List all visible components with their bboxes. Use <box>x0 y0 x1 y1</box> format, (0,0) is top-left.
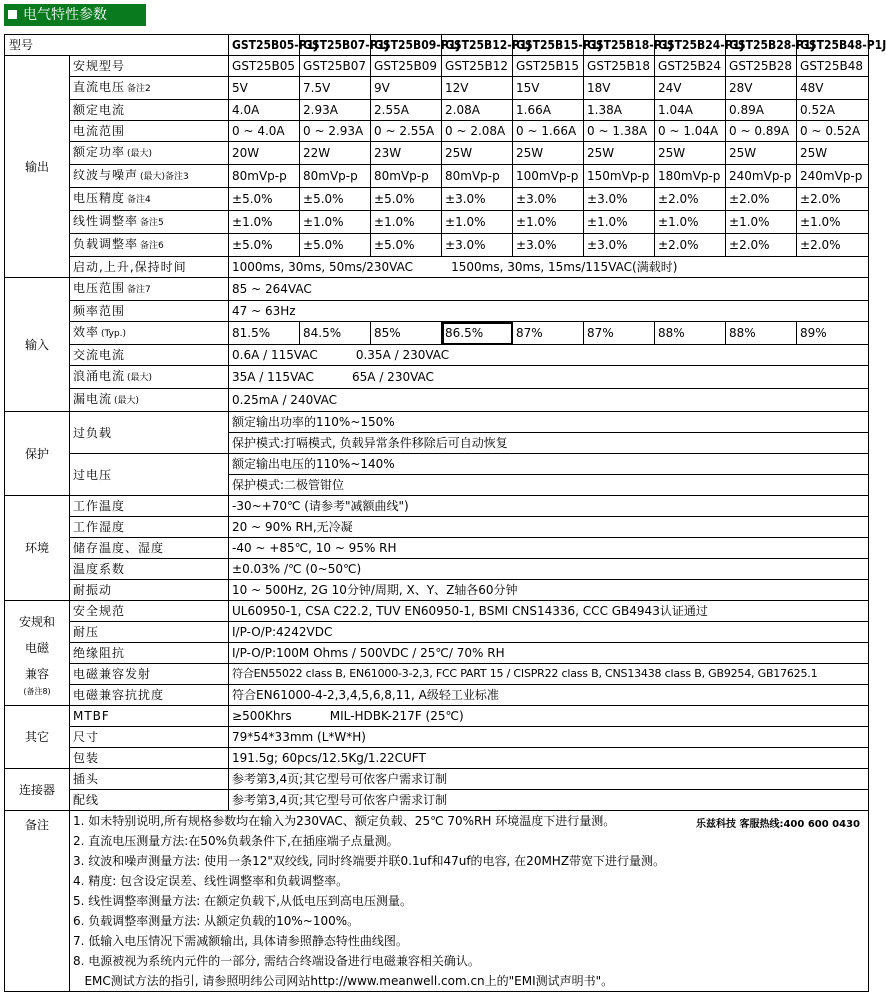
row-label: 额定电流 <box>73 103 126 117</box>
note-line: EMC测试方法的指引, 请参照明纬公司网站http://www.meanwell.com.cn上的"EMI测试声明书"。 <box>73 974 614 988</box>
safety-label <box>70 622 229 643</box>
row-label: 纹波与噪声 <box>73 168 139 182</box>
table-row <box>5 322 869 345</box>
efficiency-value: 85% <box>371 322 442 345</box>
environment-value: -40 ~ +85℃, 10 ~ 95% RH <box>229 538 869 559</box>
row-label: 安规型号 <box>73 59 126 73</box>
output-value: 5V <box>229 77 300 100</box>
environment-label <box>70 538 229 559</box>
row-label: 耐振动 <box>73 583 113 597</box>
safety-value: 符合EN55022 class B, EN61000-3-2,3, FCC PART 15 / CISPR22 class B, CNS13438 class B, GB9254, GB17625.1 <box>229 664 869 685</box>
table-row <box>5 389 869 412</box>
output-value: 2.08A <box>442 100 513 121</box>
table-row <box>5 211 869 234</box>
output-value: 0.52A <box>797 100 869 121</box>
row-label: 绝缘阻抗 <box>73 646 126 660</box>
row-label: 储存温度、湿度 <box>73 541 165 555</box>
input-value: 0.25mA / 240VAC <box>229 389 869 412</box>
environment-value: 10 ~ 500Hz, 2G 10分钟/周期, X、Y、Z轴各60分钟 <box>229 580 869 601</box>
row-label: 额定功率 <box>73 145 126 159</box>
row-label: 温度系数 <box>73 562 126 576</box>
row-label: 电磁兼容抗扰度 <box>73 688 165 702</box>
table-row <box>5 601 869 622</box>
output-label <box>70 234 229 257</box>
output-value: ±1.0% <box>584 211 655 234</box>
output-label <box>70 56 229 77</box>
output-value: 25W <box>726 142 797 165</box>
output-value: ±5.0% <box>300 234 371 257</box>
row-label: 工作湿度 <box>73 520 126 534</box>
model-name: GST25B05-P1J <box>229 35 300 56</box>
table-row <box>5 727 869 748</box>
output-value: 80mVp-p <box>371 165 442 188</box>
table-row <box>5 748 869 769</box>
safety-label <box>70 664 229 685</box>
output-value: ±1.0% <box>726 211 797 234</box>
output-label <box>70 77 229 100</box>
efficiency-value: 88% <box>655 322 726 345</box>
output-value: 25W <box>655 142 726 165</box>
model-name: GST25B07-P1J <box>300 35 371 56</box>
note-line: 3. 纹波和噪声测量方法: 使用一条12"双绞线, 同时终端要并联0.1uf和47uf的电容, 在20MHZ带宽下进行量测。 <box>73 854 666 868</box>
safety-label <box>70 601 229 622</box>
row-label: 耐压 <box>73 625 100 639</box>
output-value: 23W <box>371 142 442 165</box>
output-value: ±2.0% <box>726 234 797 257</box>
output-value: GST25B18 <box>584 56 655 77</box>
output-value: ±1.0% <box>371 211 442 234</box>
row-note: 备注6 <box>140 241 164 251</box>
output-value: 0 ~ 2.08A <box>442 121 513 142</box>
table-row <box>5 257 869 278</box>
table-row <box>5 643 869 664</box>
output-value: 80mVp-p <box>442 165 513 188</box>
model-name: GST25B48-P1J <box>797 35 869 56</box>
group-input: 输入 <box>5 278 70 412</box>
other-label <box>70 706 229 727</box>
output-value: ±5.0% <box>371 188 442 211</box>
output-value: 0.89A <box>726 100 797 121</box>
output-value: 25W <box>584 142 655 165</box>
other-value: ≥500Khrs MIL-HDBK-217F (25℃) <box>229 706 869 727</box>
output-value: ±3.0% <box>442 234 513 257</box>
group-line: 兼容 <box>24 667 49 681</box>
output-value: ±3.0% <box>584 188 655 211</box>
row-label: MTBF <box>73 709 110 723</box>
output-value: ±1.0% <box>513 211 584 234</box>
output-value: GST25B28 <box>726 56 797 77</box>
input-label <box>70 322 229 345</box>
protection-label <box>70 454 229 496</box>
output-value: ±2.0% <box>797 234 869 257</box>
connector-label <box>70 769 229 790</box>
environment-label <box>70 517 229 538</box>
model-name: GST25B15-P1J <box>513 35 584 56</box>
table-row <box>5 188 869 211</box>
table-row <box>5 345 869 366</box>
note-line: 8. 电源被视为系统内元件的一部分, 需结合终端设备进行电磁兼容相关确认。 <box>73 954 480 968</box>
table-row <box>5 301 869 322</box>
row-label: 包装 <box>73 751 100 765</box>
table-row <box>5 165 869 188</box>
output-value: GST25B09 <box>371 56 442 77</box>
output-value: 2.55A <box>371 100 442 121</box>
output-value: 1.04A <box>655 100 726 121</box>
output-value: 22W <box>300 142 371 165</box>
safety-value: 符合EN61000-4-2,3,4,5,6,8,11, A级轻工业标准 <box>229 685 869 706</box>
output-value: 150mVp-p <box>584 165 655 188</box>
output-value: 0 ~ 0.52A <box>797 121 869 142</box>
input-value: 85 ~ 264VAC <box>229 278 869 301</box>
output-value: ±2.0% <box>655 234 726 257</box>
environment-label <box>70 559 229 580</box>
table-row <box>5 664 869 685</box>
output-value: GST25B15 <box>513 56 584 77</box>
output-value: 0 ~ 0.89A <box>726 121 797 142</box>
table-row <box>5 496 869 517</box>
output-label <box>70 165 229 188</box>
output-value: 0 ~ 1.04A <box>655 121 726 142</box>
table-row <box>5 366 869 389</box>
output-value: ±1.0% <box>655 211 726 234</box>
table-row <box>5 622 869 643</box>
output-value: ±5.0% <box>229 234 300 257</box>
hotline: 乐兹科技 客服热线:400 600 0430 <box>695 819 861 830</box>
output-value: ±5.0% <box>300 188 371 211</box>
output-value: GST25B48 <box>797 56 869 77</box>
table-row <box>5 278 869 301</box>
output-value: ±3.0% <box>584 234 655 257</box>
row-label: 过负载 <box>73 425 113 440</box>
output-value: GST25B07 <box>300 56 371 77</box>
notes-block <box>70 811 869 992</box>
note-line: 7. 低输入电压情况下需减额输出, 具体请参照静态特性曲线图。 <box>73 934 408 948</box>
group-other: 其它 <box>5 706 70 769</box>
row-label: 漏电流 <box>73 392 113 406</box>
output-value: 25W <box>442 142 513 165</box>
table-row <box>5 234 869 257</box>
row-label: 电磁兼容发射 <box>73 667 152 681</box>
model-name: GST25B12-P1J <box>442 35 513 56</box>
connector-value: 参考第3,4页;其它型号可依客户需求订制 <box>229 790 869 811</box>
environment-value: 20 ~ 90% RH,无冷凝 <box>229 517 869 538</box>
output-value: 240mVp-p <box>797 165 869 188</box>
row-note: (最大) <box>127 373 153 383</box>
group-notes: 备注 <box>5 811 70 992</box>
protection-value: 保护模式:二极管钳位 <box>229 475 869 496</box>
note-line: 2. 直流电压测量方法:在50%负载条件下,在插座端子点量测。 <box>73 834 399 848</box>
row-note: 备注4 <box>127 195 151 205</box>
output-value: 48V <box>797 77 869 100</box>
group-environment: 环境 <box>5 496 70 601</box>
table-row <box>5 100 869 121</box>
row-label: 线性调整率 <box>73 214 139 228</box>
square-icon <box>8 10 17 19</box>
other-value: 79*54*33mm (L*W*H) <box>229 727 869 748</box>
startup-label <box>70 257 229 278</box>
row-note: (Typ.) <box>101 329 127 339</box>
table-row <box>5 580 869 601</box>
other-value: 191.5g; 60pcs/12.5Kg/1.22CUFT <box>229 748 869 769</box>
environment-label <box>70 580 229 601</box>
table-row <box>5 790 869 811</box>
input-label <box>70 278 229 301</box>
row-label: 启动,上升,保持时间 <box>73 260 187 274</box>
output-value: ±1.0% <box>442 211 513 234</box>
output-value: ±1.0% <box>229 211 300 234</box>
output-value: ±1.0% <box>300 211 371 234</box>
group-protection: 保护 <box>5 412 70 496</box>
note-line: 6. 负载调整率测量方法: 从额定负载的10%~100%。 <box>73 914 360 928</box>
group-output: 输出 <box>5 56 70 278</box>
safety-value: UL60950-1, CSA C22.2, TUV EN60950-1, BSMI CNS14336, CCC GB4943认证通过 <box>229 601 869 622</box>
output-value: 0 ~ 1.66A <box>513 121 584 142</box>
row-note: (最大)备注3 <box>140 172 189 182</box>
output-value: 15V <box>513 77 584 100</box>
output-label <box>70 121 229 142</box>
row-note: (最大) <box>127 149 153 159</box>
connector-label <box>70 790 229 811</box>
other-label <box>70 748 229 769</box>
row-label: 安全规范 <box>73 604 126 618</box>
table-row <box>5 121 869 142</box>
row-note: 备注5 <box>140 218 164 228</box>
protection-value: 额定输出电压的110%~140% <box>229 454 869 475</box>
spec-table <box>4 34 886 992</box>
row-label: 负载调整率 <box>73 237 139 251</box>
output-value: ±1.0% <box>797 211 869 234</box>
startup-value: 1000ms, 30ms, 50ms/230VAC 1500ms, 30ms, 15ms/115VAC(满载时) <box>229 257 869 278</box>
safety-value: I/P-O/P:4242VDC <box>229 622 869 643</box>
output-value: ±3.0% <box>513 188 584 211</box>
row-label: 电流范围 <box>73 124 126 138</box>
row-label: 直流电压 <box>73 80 126 94</box>
group-line: 安规和 <box>18 615 55 629</box>
output-value: 100mVp-p <box>513 165 584 188</box>
output-value: 80mVp-p <box>229 165 300 188</box>
output-value: 25W <box>513 142 584 165</box>
table-row <box>5 811 869 992</box>
row-label: 电压范围 <box>73 281 126 295</box>
table-row <box>5 517 869 538</box>
group-note: (备注8) <box>23 687 51 696</box>
input-label <box>70 366 229 389</box>
output-value: GST25B05 <box>229 56 300 77</box>
safety-value: I/P-O/P:100M Ohms / 500VDC / 25℃/ 70% RH <box>229 643 869 664</box>
output-value: 25W <box>797 142 869 165</box>
output-value: 240mVp-p <box>726 165 797 188</box>
output-value: 7.5V <box>300 77 371 100</box>
other-label <box>70 727 229 748</box>
output-value: ±2.0% <box>726 188 797 211</box>
output-value: 12V <box>442 77 513 100</box>
table-row <box>5 35 869 56</box>
protection-label <box>70 412 229 454</box>
output-value: 0 ~ 1.38A <box>584 121 655 142</box>
note-line: 5. 线性调整率测量方法: 在额定负载下,从低电压到高电压测量。 <box>73 894 412 908</box>
row-label: 插头 <box>73 772 100 786</box>
protection-value: 额定输出功率的110%~150% <box>229 412 869 433</box>
group-line: 电磁 <box>24 641 49 655</box>
output-value: ±5.0% <box>371 234 442 257</box>
table-row <box>5 706 869 727</box>
output-value: 18V <box>584 77 655 100</box>
output-value: 1.38A <box>584 100 655 121</box>
efficiency-value: 81.5% <box>229 322 300 345</box>
group-safety <box>5 601 70 706</box>
efficiency-value: 86.5% <box>442 322 513 345</box>
row-label: 交流电流 <box>73 348 126 362</box>
table-row <box>5 559 869 580</box>
row-label: 浪涌电流 <box>73 369 126 383</box>
protection-value: 保护模式:打嗝模式, 负载异常条件移除后可自动恢复 <box>229 433 869 454</box>
connector-value: 参考第3,4页;其它型号可依客户需求订制 <box>229 769 869 790</box>
input-label <box>70 389 229 412</box>
model-name: GST25B28-P1J <box>726 35 797 56</box>
output-value: ±3.0% <box>513 234 584 257</box>
note-line: 4. 精度: 包含设定误差、线性调整率和负载调整率。 <box>73 874 349 888</box>
row-label: 电压精度 <box>73 191 126 205</box>
output-value: ±2.0% <box>797 188 869 211</box>
table-row <box>5 454 869 475</box>
table-row <box>5 142 869 165</box>
safety-label <box>70 643 229 664</box>
output-value: 4.0A <box>229 100 300 121</box>
row-label: 过电压 <box>73 467 113 482</box>
group-connector: 连接器 <box>5 769 70 811</box>
output-label <box>70 188 229 211</box>
output-value: 1.66A <box>513 100 584 121</box>
efficiency-value: 87% <box>513 322 584 345</box>
section-title: 电气特性参数 <box>23 7 107 23</box>
output-value: 0 ~ 2.93A <box>300 121 371 142</box>
output-value: ±2.0% <box>655 188 726 211</box>
table-row <box>5 56 869 77</box>
table-row <box>5 77 869 100</box>
output-value: 24V <box>655 77 726 100</box>
model-header: 型号 <box>5 35 229 56</box>
output-value: 0 ~ 2.55A <box>371 121 442 142</box>
input-label <box>70 301 229 322</box>
table-row <box>5 769 869 790</box>
output-label <box>70 100 229 121</box>
row-label: 效率 <box>73 325 100 339</box>
input-value: 0.6A / 115VAC 0.35A / 230VAC <box>229 345 869 366</box>
note-line: 1. 如未特别说明,所有规格参数均在输入为230VAC、额定负载、25℃ 70%RH 环境温度下进行量测。 <box>73 814 616 828</box>
output-label <box>70 142 229 165</box>
efficiency-value: 87% <box>584 322 655 345</box>
input-value: 35A / 115VAC 65A / 230VAC <box>229 366 869 389</box>
efficiency-value: 84.5% <box>300 322 371 345</box>
table-row <box>5 538 869 559</box>
output-value: ±5.0% <box>229 188 300 211</box>
output-value: 28V <box>726 77 797 100</box>
environment-label <box>70 496 229 517</box>
row-label: 频率范围 <box>73 304 126 318</box>
environment-value: -30~+70℃ (请参考"减额曲线") <box>229 496 869 517</box>
model-name: GST25B24-P1J <box>655 35 726 56</box>
table-row <box>5 685 869 706</box>
output-value: ±3.0% <box>442 188 513 211</box>
output-value: 9V <box>371 77 442 100</box>
output-value: 20W <box>229 142 300 165</box>
row-label: 配线 <box>73 793 100 807</box>
output-value: 2.93A <box>300 100 371 121</box>
input-value: 47 ~ 63Hz <box>229 301 869 322</box>
row-note: 备注2 <box>127 84 151 94</box>
output-value: 0 ~ 4.0A <box>229 121 300 142</box>
row-label: 尺寸 <box>73 730 100 744</box>
output-value: GST25B24 <box>655 56 726 77</box>
output-value: 180mVp-p <box>655 165 726 188</box>
environment-value: ±0.03% /℃ (0~50℃) <box>229 559 869 580</box>
input-label <box>70 345 229 366</box>
safety-label <box>70 685 229 706</box>
output-value: GST25B12 <box>442 56 513 77</box>
section-header <box>4 4 146 26</box>
model-name: GST25B09-P1J <box>371 35 442 56</box>
row-note: (最大) <box>114 396 140 406</box>
table-row <box>5 412 869 433</box>
model-name: GST25B18-P1J <box>584 35 655 56</box>
output-label <box>70 211 229 234</box>
row-label: 工作温度 <box>73 499 126 513</box>
efficiency-value: 88% <box>726 322 797 345</box>
output-value: 80mVp-p <box>300 165 371 188</box>
row-note: 备注7 <box>127 285 151 295</box>
efficiency-value: 89% <box>797 322 869 345</box>
